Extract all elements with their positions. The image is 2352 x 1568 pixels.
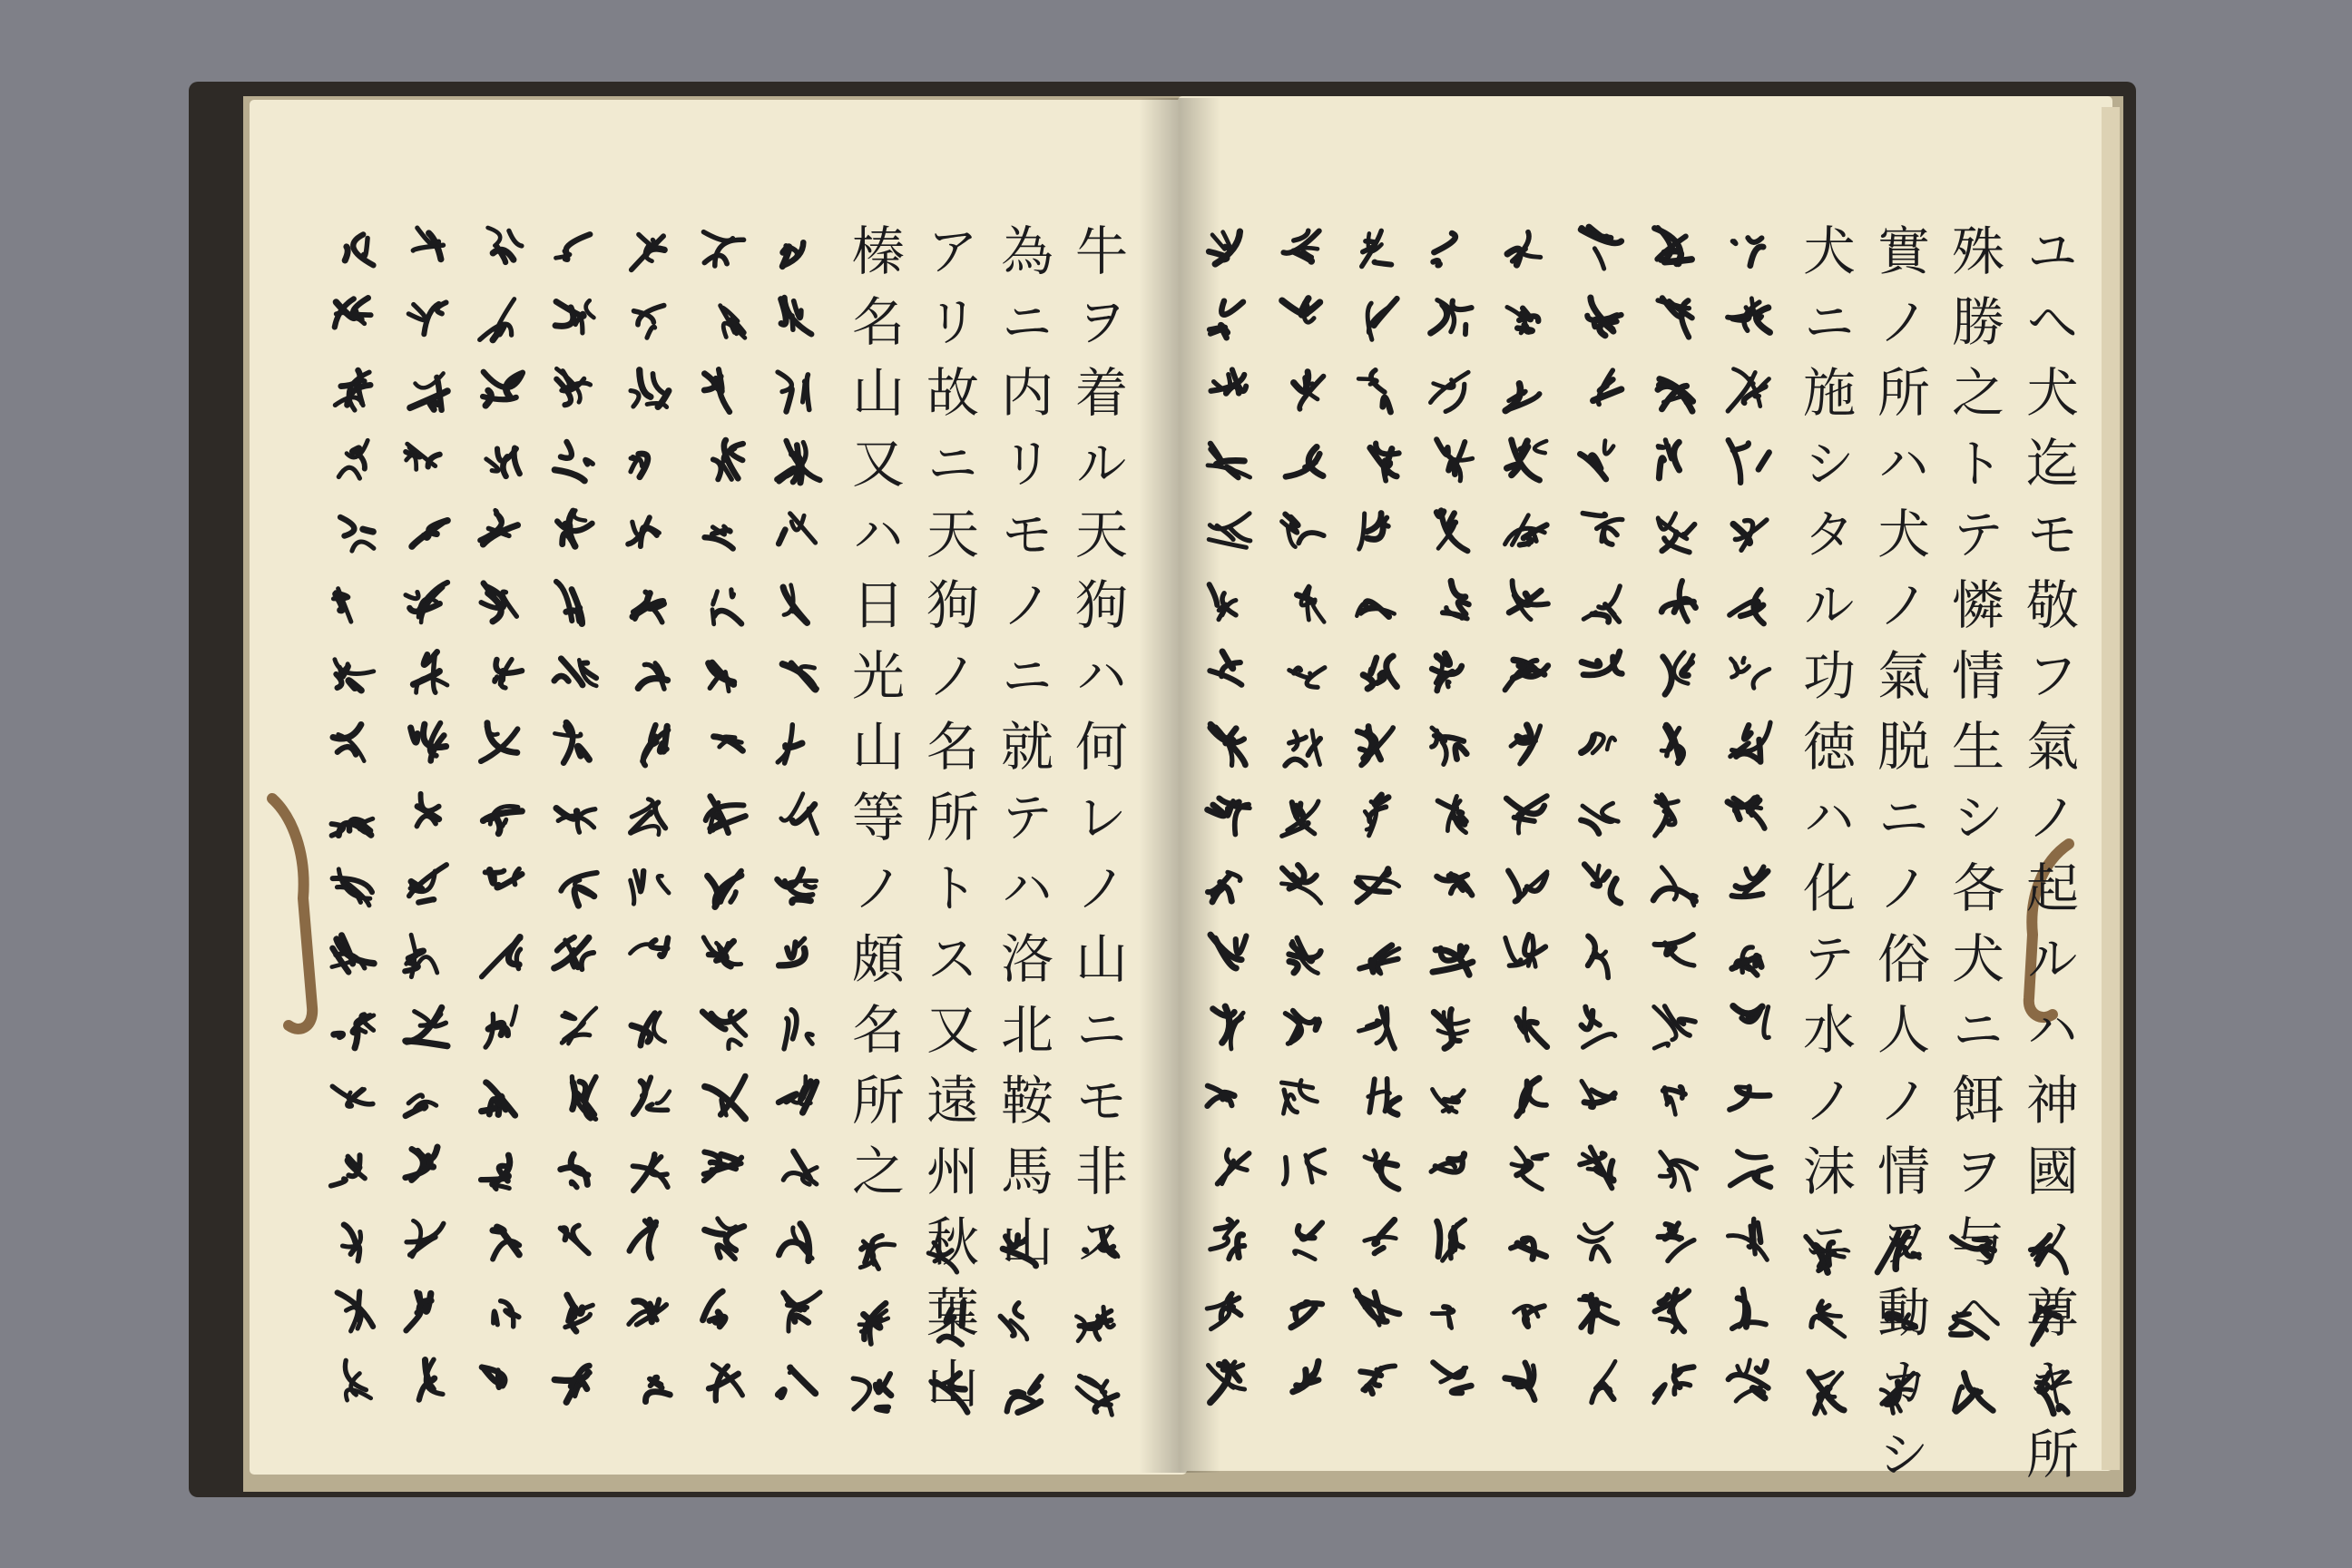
ink-stroke [1681,1087,1683,1098]
ink-stroke [585,460,593,465]
ink-stroke [353,448,360,452]
ink-stroke [1357,881,1364,887]
ink-stroke [1443,1108,1452,1112]
ink-stroke [631,456,639,459]
ink-stroke [792,899,810,903]
ink-stroke [1658,446,1664,448]
left-page-column: アリ故ニ天狗ノ名所トス又遠州秋葉山 [917,223,979,1426]
ink-stroke [1758,1223,1760,1243]
ink-stroke [1437,264,1440,266]
ink-stroke [779,1390,785,1397]
ink-stroke [345,247,348,260]
right-page-column: 殊勝之トテ憐情生シ各犬ニ餌ヲ与ヘ [1943,223,2004,1356]
ink-stroke [1514,818,1534,821]
ink-stroke [1316,1020,1319,1030]
ink-stroke [731,590,734,597]
ink-stroke [1582,662,1599,666]
ink-stroke [1736,809,1740,818]
ink-stroke [495,1186,509,1190]
right-page-column: 犬ニ施シタル功徳ハ化テ水ノ沫ニ [1794,223,1856,1285]
ink-stroke [433,653,435,692]
ink-stroke [565,722,570,734]
ink-stroke [485,871,505,873]
ink-stroke [1524,1310,1528,1327]
ink-stroke [1448,1316,1451,1328]
ink-stroke [495,677,497,681]
ink-stroke [1294,668,1300,672]
ink-stroke [493,1227,504,1231]
page-stack-edge [2102,107,2120,1470]
ink-stroke [1656,801,1679,804]
left-page-column: 牛ヲ着ル天狗ハ何レノ山ニモ非ス [1066,223,1128,1285]
ink-stroke [1665,260,1692,262]
ink-stroke [1375,262,1392,265]
ink-stroke [494,1311,498,1325]
ink-stroke [1583,514,1605,516]
right-page-column: ユへ犬迄モ敬フ氣ノ起ルハ神國ノ尊キ所 [2017,223,2079,1497]
ink-stroke [363,529,373,532]
ink-stroke [805,885,815,887]
ink-stroke [1753,1219,1755,1254]
ink-stroke [1447,681,1449,687]
ink-stroke [1437,1221,1440,1257]
ink-stroke [1216,461,1244,465]
ink-stroke [418,899,434,902]
ink-stroke [1460,946,1466,955]
ink-stroke [1732,894,1763,897]
left-page-column: 榛名山又ハ日光山等ノ頗名所之 [843,223,905,1214]
ink-stroke [334,1034,342,1036]
ink-stroke [877,1407,888,1411]
ink-stroke [1445,1100,1458,1102]
ink-stroke [1744,725,1750,739]
spine-shadow [1139,98,1220,1473]
ink-stroke [1524,325,1527,331]
ink-stroke [1449,460,1455,474]
ink-stroke [1507,465,1519,475]
ink-stroke [1743,658,1744,662]
ink-stroke [1732,241,1735,244]
ink-stroke [482,1108,495,1112]
left-page-column: 為ニ内リモノニ就テハ洛北鞍馬山 [992,223,1054,1285]
ink-stroke [1012,1391,1024,1393]
right-page-column: 實ノ所ハ犬ノ氣脱ニノ俗人ノ情ヲ動カシ [1868,223,1930,1497]
ink-stroke [807,375,809,410]
